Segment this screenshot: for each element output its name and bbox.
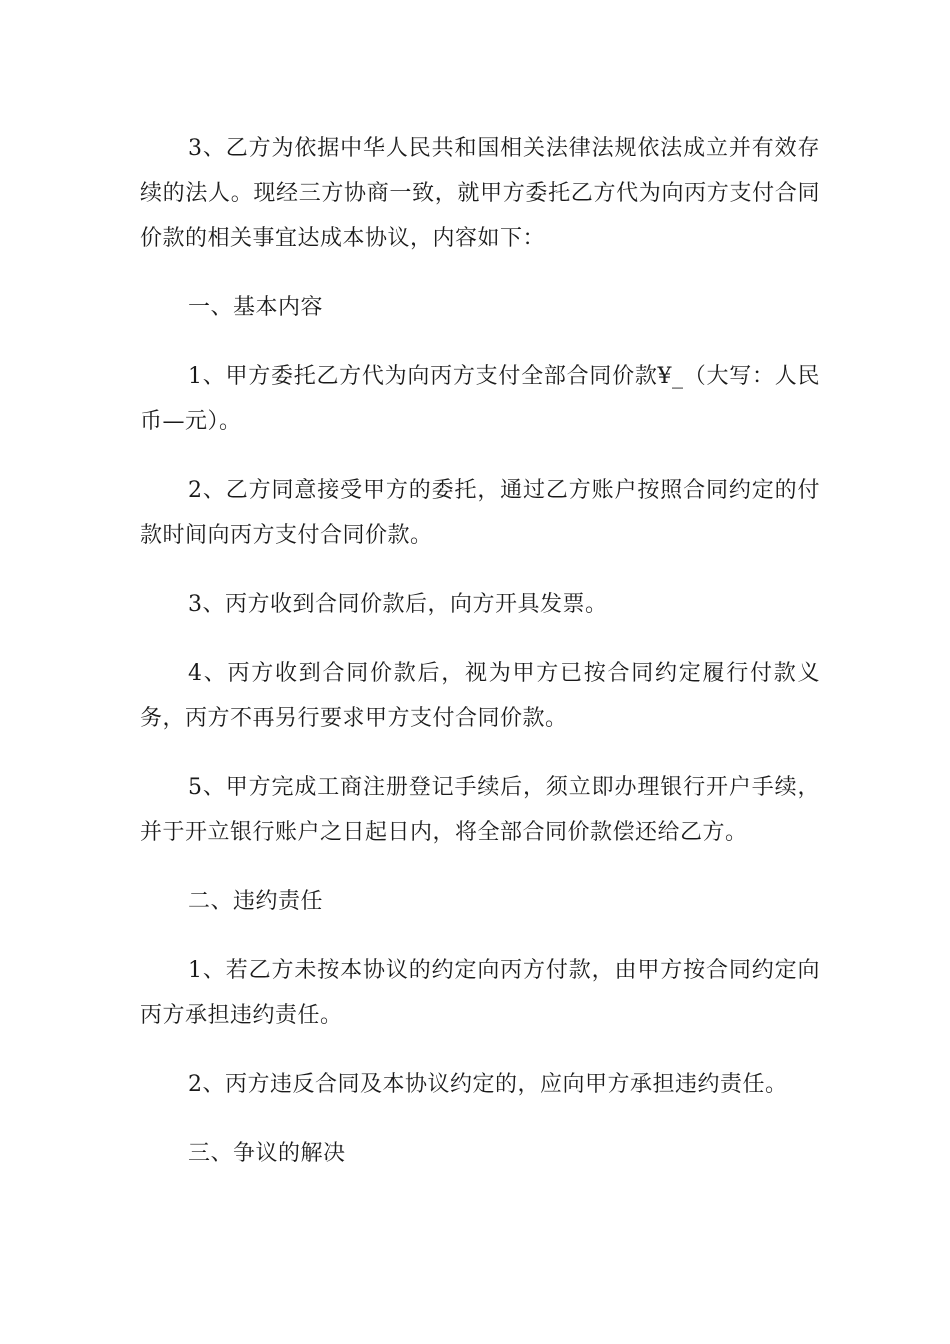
document-body	[140, 126, 820, 1200]
clause-paragraph: 3、丙方收到合同价款后，向方开具发票。	[188, 592, 608, 617]
clause-paragraph: 2、丙方违反合同及本协议约定的，应向甲方承担违约责任。	[188, 1072, 788, 1097]
clause-paragraph: 5、甲方完成工商注册登记手续后，须立即办理银行开户手续，并于开立银行账户之日起日内，将全部合同价款偿还给乙方。	[140, 775, 820, 845]
section-heading-basic-content: 一、基本内容	[188, 295, 324, 320]
clause-paragraph: 1、甲方委托乙方代为向丙方支付全部合同价款¥_（大写：人民币—元）。	[140, 364, 820, 434]
section-heading-liability: 二、违约责任	[188, 889, 324, 914]
clause-paragraph: 4、丙方收到合同价款后，视为甲方已按合同约定履行付款义务，丙方不再另行要求甲方支付合同价款。	[140, 661, 820, 731]
clause-paragraph: 2、乙方同意接受甲方的委托，通过乙方账户按照合同约定的付款时间向丙方支付合同价款。	[140, 478, 820, 548]
section-heading-dispute: 三、争议的解决	[188, 1141, 346, 1166]
intro-paragraph: 3、乙方为依据中华人民共和国相关法律法规依法成立并有效存续的法人。现经三方协商一致，就甲方委托乙方代为向丙方支付合同价款的相关事宜达成本协议，内容如下：	[140, 136, 820, 251]
clause-paragraph: 1、若乙方未按本协议的约定向丙方付款，由甲方按合同约定向丙方承担违约责任。	[140, 958, 820, 1028]
